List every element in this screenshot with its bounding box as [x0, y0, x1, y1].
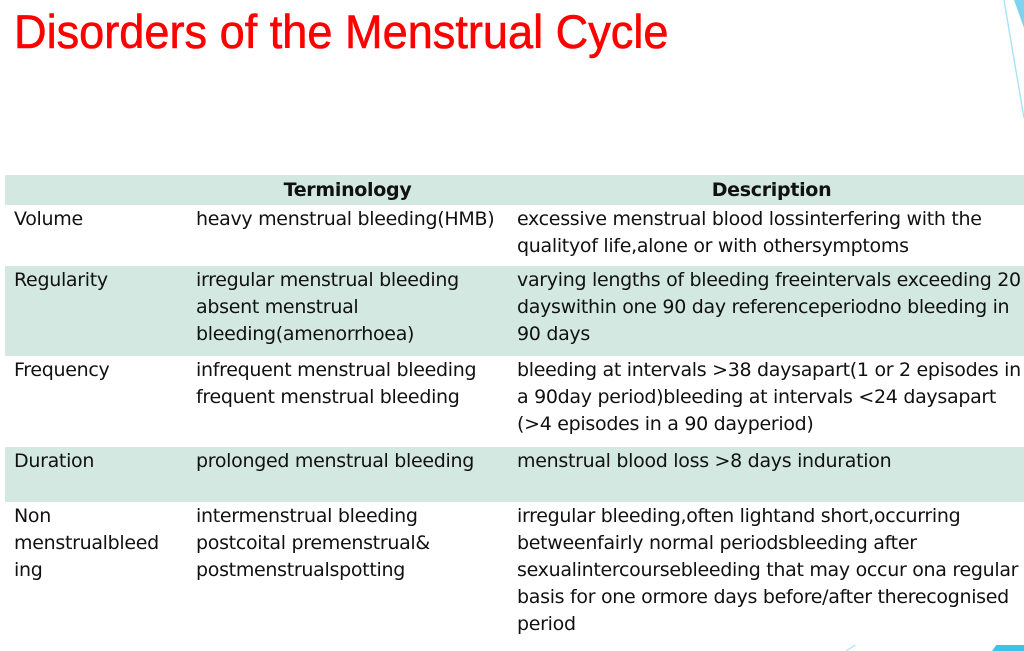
- row-description: menstrual blood loss >8 days induration: [517, 450, 892, 472]
- row-description: varying lengths of bleeding freeintervals exceeding 20 dayswithin one 90 day referenceperiodno bleeding in 90 days: [517, 269, 1021, 345]
- row-description: excessive menstrual blood lossinterfering with the qualityof life,alone or with othersymptoms: [517, 208, 982, 257]
- row-category: Regularity: [14, 269, 108, 291]
- decorative-accent-top-right: [940, 0, 1024, 130]
- table-row-volume: [5, 205, 1024, 266]
- table-row-duration: [5, 447, 1024, 502]
- table-row-non-menstrual-bleeding: [5, 502, 1024, 645]
- row-category: Volume: [14, 208, 83, 230]
- row-category: Non menstrualbleed ing: [14, 505, 159, 581]
- row-category: Frequency: [14, 359, 110, 381]
- row-terminology: heavy menstrual bleeding(HMB): [196, 208, 495, 230]
- row-category: Duration: [14, 450, 95, 472]
- header-category: [5, 175, 187, 205]
- terminology-table: [5, 175, 1024, 645]
- row-terminology: intermenstrual bleeding postcoital premenstrual& postmenstrualspotting: [196, 505, 430, 581]
- row-terminology: infrequent menstrual bleeding frequent menstrual bleeding: [196, 359, 477, 408]
- header-terminology: Terminology: [283, 178, 412, 201]
- table-row-frequency: [5, 356, 1024, 447]
- row-terminology: prolonged menstrual bleeding: [196, 450, 475, 472]
- row-description: bleeding at intervals >38 daysapart(1 or 2 episodes in a 90day period)bleeding at intervals <24 daysapart (>4 episodes in a 90 dayperiod): [517, 359, 1021, 435]
- row-terminology: irregular menstrual bleeding absent menstrual bleeding(amenorrhoea): [196, 269, 459, 345]
- slide-title: Disorders of the Menstrual Cycle: [14, 5, 669, 58]
- table-row-regularity: [5, 266, 1024, 356]
- row-description: irregular bleeding,often lightand short,occurring betweenfairly normal periodsbleeding after sexualintercoursebleeding that may occur ona regular basis for one ormore days before/after therecognised period: [517, 505, 1019, 635]
- header-description: Description: [711, 178, 832, 201]
- table-header-row: [5, 175, 1024, 205]
